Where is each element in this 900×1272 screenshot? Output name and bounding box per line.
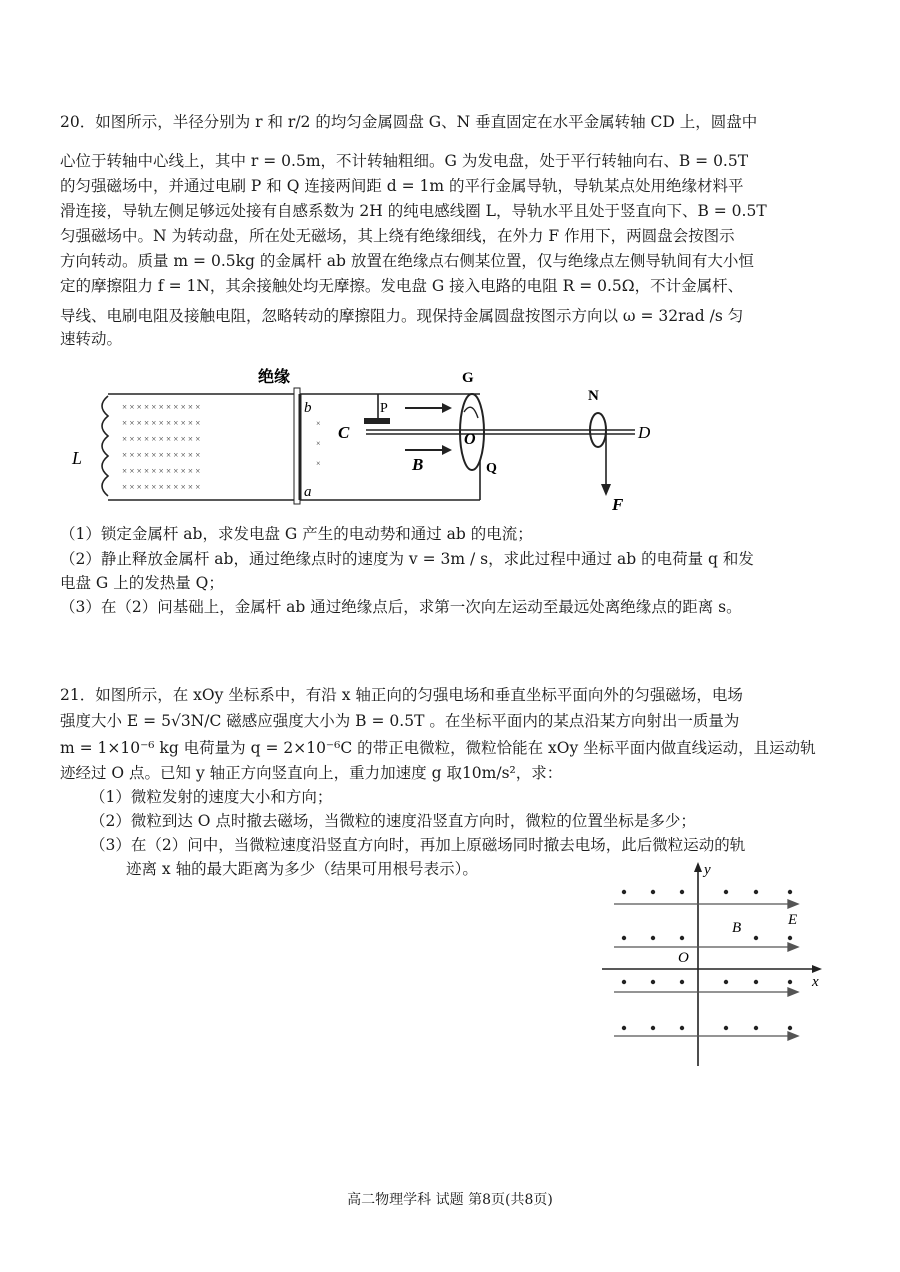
q20-circuit-figure (60, 360, 700, 520)
rod-label-a: a (304, 484, 312, 500)
svg-text:× × × × × × × × × × ×: × × × × × × × × × × × (122, 402, 201, 412)
brush-label-q: Q (486, 461, 497, 476)
disk-center-o: O (464, 431, 476, 448)
q20-line-5: 匀强磁场中。N 为转动盘，所在处无磁场，其上绕有绝缘细线，在外力 F 作用下，两圆盘会按图示 (60, 227, 735, 245)
origin-label: O (678, 950, 689, 966)
q20-question-1: （1）锁定金属杆 ab，求发电盘 G 产生的电动势和通过 ab 的电流； (60, 525, 533, 543)
q20-question-2-cont: 电盘 G 上的发热量 Q； (60, 574, 224, 592)
q21-line-3: m = 1×10⁻⁶ kg 电荷量为 q = 2×10⁻⁶C 的带正电微粒，微粒恰能在 xOy 坐标平面内做直线运动，且运动轨 (60, 739, 816, 757)
svg-text:× × × × × × × × × × ×: × × × × × × × × × × × (122, 482, 201, 492)
field-crosses (122, 402, 200, 492)
svg-text:× × × × × × × × × × ×: × × × × × × × × × × × (122, 418, 201, 428)
q20-line-1: 20．如图所示，半径分别为 r 和 r/2 的均匀金属圆盘 G、N 垂直固定在水平金属转轴 CD 上，圆盘中 (60, 113, 758, 131)
svg-text:× × × × × × × × × × ×: × × × × × × × × × × × (122, 434, 201, 444)
brush-p (364, 418, 390, 424)
q20-question-3: （3）在（2）问基础上，金属杆 ab 通过绝缘点后，求第一次向左运动至最远处离绝缘点的距离 s。 (60, 598, 742, 616)
axle-label-c: C (338, 423, 350, 442)
insulation-label: 绝缘 (258, 369, 291, 386)
q20-line-4: 滑连接，导轨左侧足够远处接有自感系数为 2H 的纯电感线圈 L，导轨水平且处于竖直向下、B = 0.5T (60, 202, 767, 220)
force-label-f: F (612, 495, 624, 514)
page-footer: 高二物理学科 试题 第8页(共8页) (347, 1192, 553, 1208)
q20-line-2: 心位于转轴中心线上，其中 r = 0.5m，不计转轴粗细。G 为发电盘，处于平行转轴向右、B = 0.5T (60, 152, 749, 170)
disk-label-g: G (462, 370, 474, 386)
brush-label-p: P (380, 401, 388, 416)
electric-field-lines (614, 900, 798, 1040)
q21-question-3-cont: 迹离 x 轴的最大距离为多少（结果可用根号表示）。 (126, 860, 478, 878)
disk-label-n: N (588, 388, 599, 404)
q20-line-8: 导线、电刷电阻及接触电阻，忽略转动的摩擦阻力。现保持金属圆盘按图示方向以 ω = 32rad /s 匀 (60, 307, 744, 325)
q20-line-3: 的匀强磁场中，并通过电刷 P 和 Q 连接两间距 d = 1m 的平行金属导轨，导轨某点处用绝缘材料平 (60, 177, 744, 195)
q21-line-1: 21．如图所示，在 xOy 坐标系中，有沿 x 轴正向的匀强电场和垂直坐标平面向外的匀强磁场，电场 (60, 686, 743, 704)
rod-label-b: b (304, 400, 312, 416)
axle-label-d: D (638, 423, 651, 442)
inductor-label: L (72, 448, 83, 468)
inductor-coil (102, 396, 108, 496)
field-label-b: B (732, 920, 742, 936)
q21-line-2: 强度大小 E = 5√3N/C 磁感应强度大小为 B = 0.5T 。在坐标平面内的某点沿某方向射出一质量为 (60, 712, 740, 730)
field-label-e: E (788, 912, 798, 928)
q21-question-1: （1）微粒发射的速度大小和方向； (90, 788, 333, 806)
svg-text:× × × × × × × × × × ×: × × × × × × × × × × × (122, 450, 201, 460)
q21-coordinate-figure (598, 858, 828, 1073)
field-label-b: B (412, 455, 424, 474)
q20-line-9: 速转动。 (60, 330, 123, 348)
magnetic-field-dots (622, 890, 792, 1030)
svg-text:× × × × × × × × × × ×: × × × × × × × × × × × (122, 466, 201, 476)
x-axis-label: x (812, 974, 819, 990)
y-axis-label: y (704, 862, 711, 878)
q20-line-7: 定的摩擦阻力 f = 1N，其余接触处均无摩擦。发电盘 G 接入电路的电阻 R = 0.5Ω，不计金属杆、 (60, 277, 744, 295)
q20-line-6: 方向转动。质量 m = 0.5kg 的金属杆 ab 放置在绝缘点右侧某位置，仅与绝缘点左侧导轨间有大小恒 (60, 252, 754, 270)
q21-question-3: （3）在（2）问中，当微粒速度沿竖直方向时，再加上原磁场同时撤去电场，此后微粒运动的轨 (90, 836, 746, 854)
svg-text:×: × (316, 439, 321, 448)
svg-text:×: × (316, 459, 321, 468)
q20-question-2: （2）静止释放金属杆 ab，通过绝缘点时的速度为 v = 3m / s，求此过程中通过 ab 的电荷量 q 和发 (60, 550, 754, 568)
q21-question-2: （2）微粒到达 O 点时撤去磁场，当微粒的速度沿竖直方向时，微粒的位置坐标是多少； (90, 812, 696, 830)
svg-text:×: × (316, 419, 321, 428)
q21-line-4: 迹经过 O 点。已知 y 轴正方向竖直向上，重力加速度 g 取10m/s²，求： (60, 764, 563, 782)
